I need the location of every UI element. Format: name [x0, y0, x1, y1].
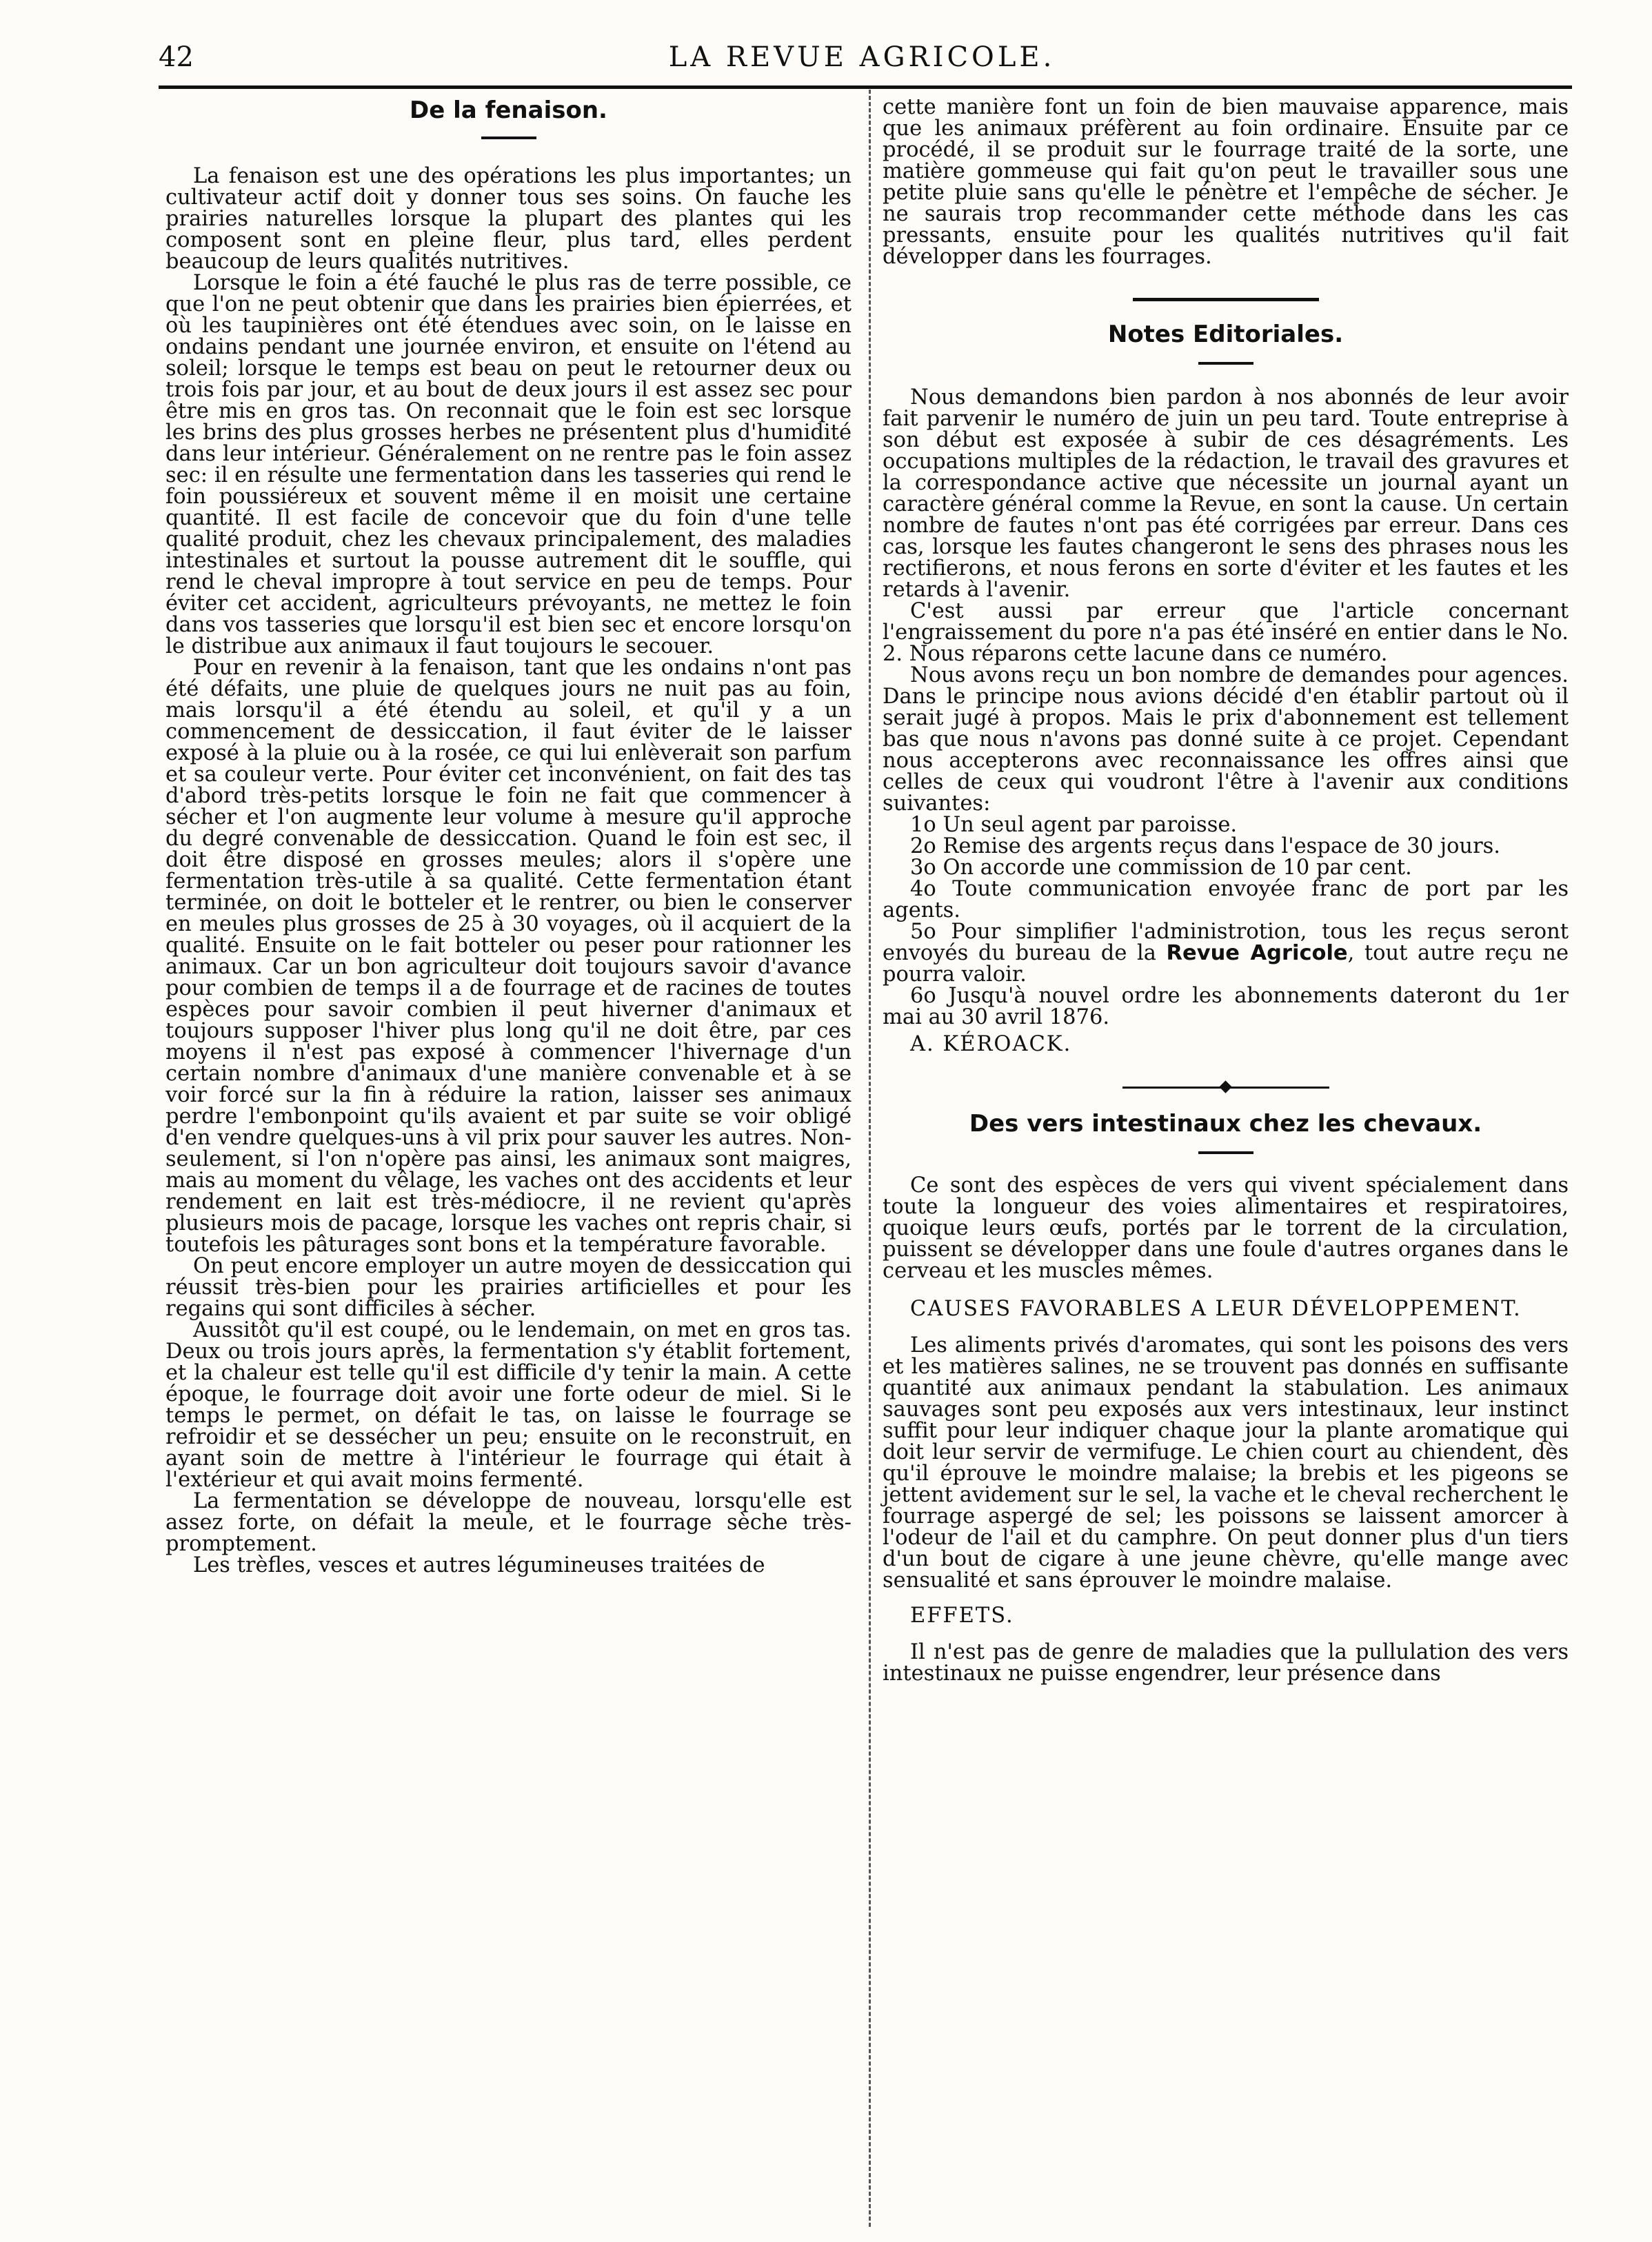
paragraph: La fenaison est une des opérations les plus importantes; un cultivateur actif doit y donner tous ses soins. On fauche les prairies naturelles lorsque la plupart des plantes qui les composent sont en pleine fleur, plus tard, elles perdent beaucoup de leurs qualités nutritives.	[165, 164, 852, 274]
notes-title: Notes Editoriales.	[1107, 321, 1344, 348]
paragraph: Lorsque le foin a été fauché le plus ras de terre possible, ce que l'on ne peut obtenir que dans les prairies bien épierrées, et où les taupinières ont été étendues avec soin, on le laisse en ondains pendant une journée environ, et ensuite on l'étend au soleil; lorsque le temps est beau on peut le retourner deux ou trois fois par jour, et au bout de deux jours il est assez sec pour être mis en gros tas. On reconnait que le foin est sec lorsque les brins des plus grosses herbes ne présentent plus d'humidité dans leur intérieur. Généralement on ne rentre pas le foin assez sec: il en résulte une fermentation dans les tasseries qui rend le foin poussiéreux et souvent même il en moisit une certaine quantité. Il est facile de concevoir que du foin d'une telle qualité produit, chez les chevaux principalement, des maladies intestinales et surtout la pousse autrement dit le souffle, qui rend le cheval impropre à tout service en peu de temps. Pour éviter cet accident, agriculteurs prévoyants, ne mettez le foin dans vos tasseries que lorsqu'il est bien sec et encore lorsqu'on le distribue aux animaux il faut toujours le secouer.	[165, 271, 852, 658]
paragraph: On peut encore employer un autre moyen de dessiccation qui réussit très-bien pour les prairies artificielles et pour les regains qui sont difficiles à sécher.	[165, 1254, 852, 1321]
left-column	[165, 97, 852, 1576]
paragraph: Ce sont des espèces de vers qui vivent spécialement dans toute la longueur des voies alimentaires et respiratoires, quoique leurs œufs, portés par le torrent de la circulation, puissent se développer dans une foule d'autres organes dans le cerveau et les muscles mêmes.	[883, 1173, 1569, 1283]
column-divider	[869, 90, 871, 2227]
list-item: 6o Jusqu'à nouvel ordre les abonnements dateront du 1er mai au 30 avril 1876.	[883, 984, 1569, 1029]
paragraph: La fermentation se développe de nouveau, lorsqu'elle est assez forte, on défait la meule, et le fourrage sèche très-promptement.	[165, 1489, 852, 1556]
paragraph: Les trèfles, vesces et autres légumineuses traitées de	[193, 1553, 765, 1577]
effets-heading: EFFETS.	[910, 1604, 1014, 1628]
item-text: 5o Pour simplifier l'administrotion, tous les reçus seront envoyés du bureau de la	[883, 920, 1569, 965]
revue-name: Revue Agricole	[1166, 941, 1348, 965]
causes-heading: CAUSES FAVORABLES A LEUR DÉVELOPPEMENT.	[910, 1297, 1522, 1321]
page-number: 42	[159, 41, 194, 73]
list-item: 4o Toute communication envoyée franc de port par les agents.	[883, 877, 1569, 922]
signature: A. KÉROACK.	[910, 1032, 1072, 1056]
list-item	[883, 921, 1569, 985]
list-item: 1o Un seul agent par paroisse.	[910, 813, 1238, 837]
paragraph: Il n'est pas de genre de maladies que la pullulation des vers intestinaux ne puisse engendrer, leur présence dans	[883, 1640, 1569, 1686]
fenaison-title: De la fenaison.	[410, 97, 607, 124]
vers-title: Des vers intestinaux chez les chevaux.	[969, 1110, 1482, 1138]
paragraph: Aussitôt qu'il est coupé, ou le lendemain, on met en gros tas. Deux ou trois jours après, la fermentation s'y établit fortement, et la chaleur est telle qu'il est difficile d'y tenir la main. A cette époque, le fourrage doit avoir une forte odeur de miel. Si le temps le permet, on défait le tas, on laisse le fourrage se refroidir et se dessécher un peu; ensuite on le reconstruit, en ayant soin de mettre à l'intérieur le fourrage qui était à l'extérieur et qui avait moins fermenté.	[165, 1318, 852, 1492]
running-header	[159, 41, 1565, 83]
paragraph: Nous demandons bien pardon à nos abonnés de leur avoir fait parvenir le numéro de juin un peu tard. Toute entreprise à son début est exposée à subir de ces désagréments. Les occupations multiples de la rédaction, le travail des gravures et la correspondance active que nécessite un journal ayant un caractère général comme la Revue, en sont la cause. Un certain nombre de fautes n'ont pas été corrigées par erreur. Dans ces cas, lorsque les fautes changeront le sens des phrases nous les rectifierons, et nous ferons en sorte d'éviter et les fautes et les retards à l'avenir.	[883, 385, 1569, 602]
paragraph: Pour en revenir à la fenaison, tant que les ondains n'ont pas été défaits, une pluie de quelques jours ne nuit pas au foin, mais lorsqu'il a été étendu au soleil, et qu'il y a un commencement de dessiccation, il faut éviter de le laisser exposé à la pluie ou à la rosée, ce qui lui enlèverait son parfum et sa couleur verte. Pour éviter cet inconvénient, on fait des tas d'abord très-petits lorsque le foin ne fait que commencer à sécher et l'on augmente leur volume à mesure qu'il approche du degré convenable de dessiccation. Quand le foin est sec, il doit être disposé en grosses meules; alors il s'opère une fermentation très-utile à sa qualité. Cette fermentation étant terminée, on doit le botteler et le rentrer, ou bien le conserver en meules plus grosses de 25 à 30 voyages, où il acquiert de la qualité. Ensuite on le fait botteler ou peser pour rationner les animaux. Car un bon agriculteur doit toujours savoir d'avance pour combien de temps il a de fourrage et de racines de toutes espèces pour savoir combien il peut hiverner d'animaux et toujours supposer l'hiver plus long qu'il ne doit être, par ces moyens il n'est pas exposé à commencer l'hivernage d'un certain nombre d'animaux d'une manière convenable et à se voir forcé sur la fin à réduire la ration, laisser ses animaux perdre l'embonpoint qu'ils avaient et par suite se voir obligé d'en vendre quelques-uns à vil prix pour sauver les autres. Non-seulement, si l'on n'opère pas ainsi, les animaux sont maigres, mais au moment du vêlage, les vaches ont des accidents et leur rendement en lait est très-médiocre, il ne revient qu'après plusieurs mois de pacage, lorsque les vaches ont repris chair, si toutefois les pâturages sont bons et la température favorable.	[165, 656, 852, 1257]
paragraph: Les aliments privés d'aromates, qui sont les poisons des vers et les matières salines, ne se trouvent pas donnés en suffisante quantité aux animaux pendant la stabulation. Les animaux sauvages sont peu exposés aux vers intestinaux, leur instinct suffit pour leur indiquer chaque jour la plante aromatique qui doit leur servir de vermifuge. Le chien court au chiendent, dès qu'il éprouve le moindre malaise; la brebis et les pigeons se jettent avidement sur le sel, la vache et le cheval recherchent le fourrage aspergé de sel; les poissons se laissent amorcer à l'odeur de l'ail et du camphre. On peut donner plus d'un tiers d'un bout de cigare à une jeune chèvre, qu'elle mange avec sensualité et sans éprouver le moindre malaise.	[883, 1333, 1569, 1593]
list-item: 2o Remise des argents reçus dans l'espace de 30 jours.	[910, 834, 1500, 858]
ornament-rule	[1122, 1082, 1329, 1092]
header-rule	[159, 85, 1572, 89]
paragraph: Nous avons reçu un bon nombre de demandes pour agences. Dans le principe nous avions décidé d'en établir partout où il serait jugé à propos. Mais le prix d'abonnement est tellement bas que nous n'avons pas donné suite à ce projet. Cependant nous accepterons avec reconnaissance les offres ainsi que celles de ceux qui voudront l'être à l'avenir aux conditions suivantes:	[883, 663, 1569, 816]
right-column	[883, 97, 1569, 1684]
item-text: , tout autre reçu ne pourra valoir.	[883, 941, 1569, 987]
list-item: 3o On accorde une commission de 10 par cent.	[910, 856, 1412, 880]
running-title: LA REVUE AGRICOLE.	[668, 41, 1056, 73]
paragraph: C'est aussi par erreur que l'article concernant l'engraissement du pore n'a pas été inséré en entier dans le No. 2. Nous réparons cette lacune dans ce numéro.	[883, 599, 1569, 666]
continued-paragraph: cette manière font un foin de bien mauvaise apparence, mais que les animaux préfèrent au foin ordinaire. Ensuite par ce procédé, il se produit sur le fourrage traité de la sorte, une matière gommeuse qui fait qu'on peut le travailler sous une petite pluie sans qu'elle le pénètre et l'empêche de sécher. Je ne saurais trop recommander cette méthode dans les cas pressants, ensuite pour les qualités nutritives qu'il fait développer dans les fourrages.	[883, 95, 1569, 269]
